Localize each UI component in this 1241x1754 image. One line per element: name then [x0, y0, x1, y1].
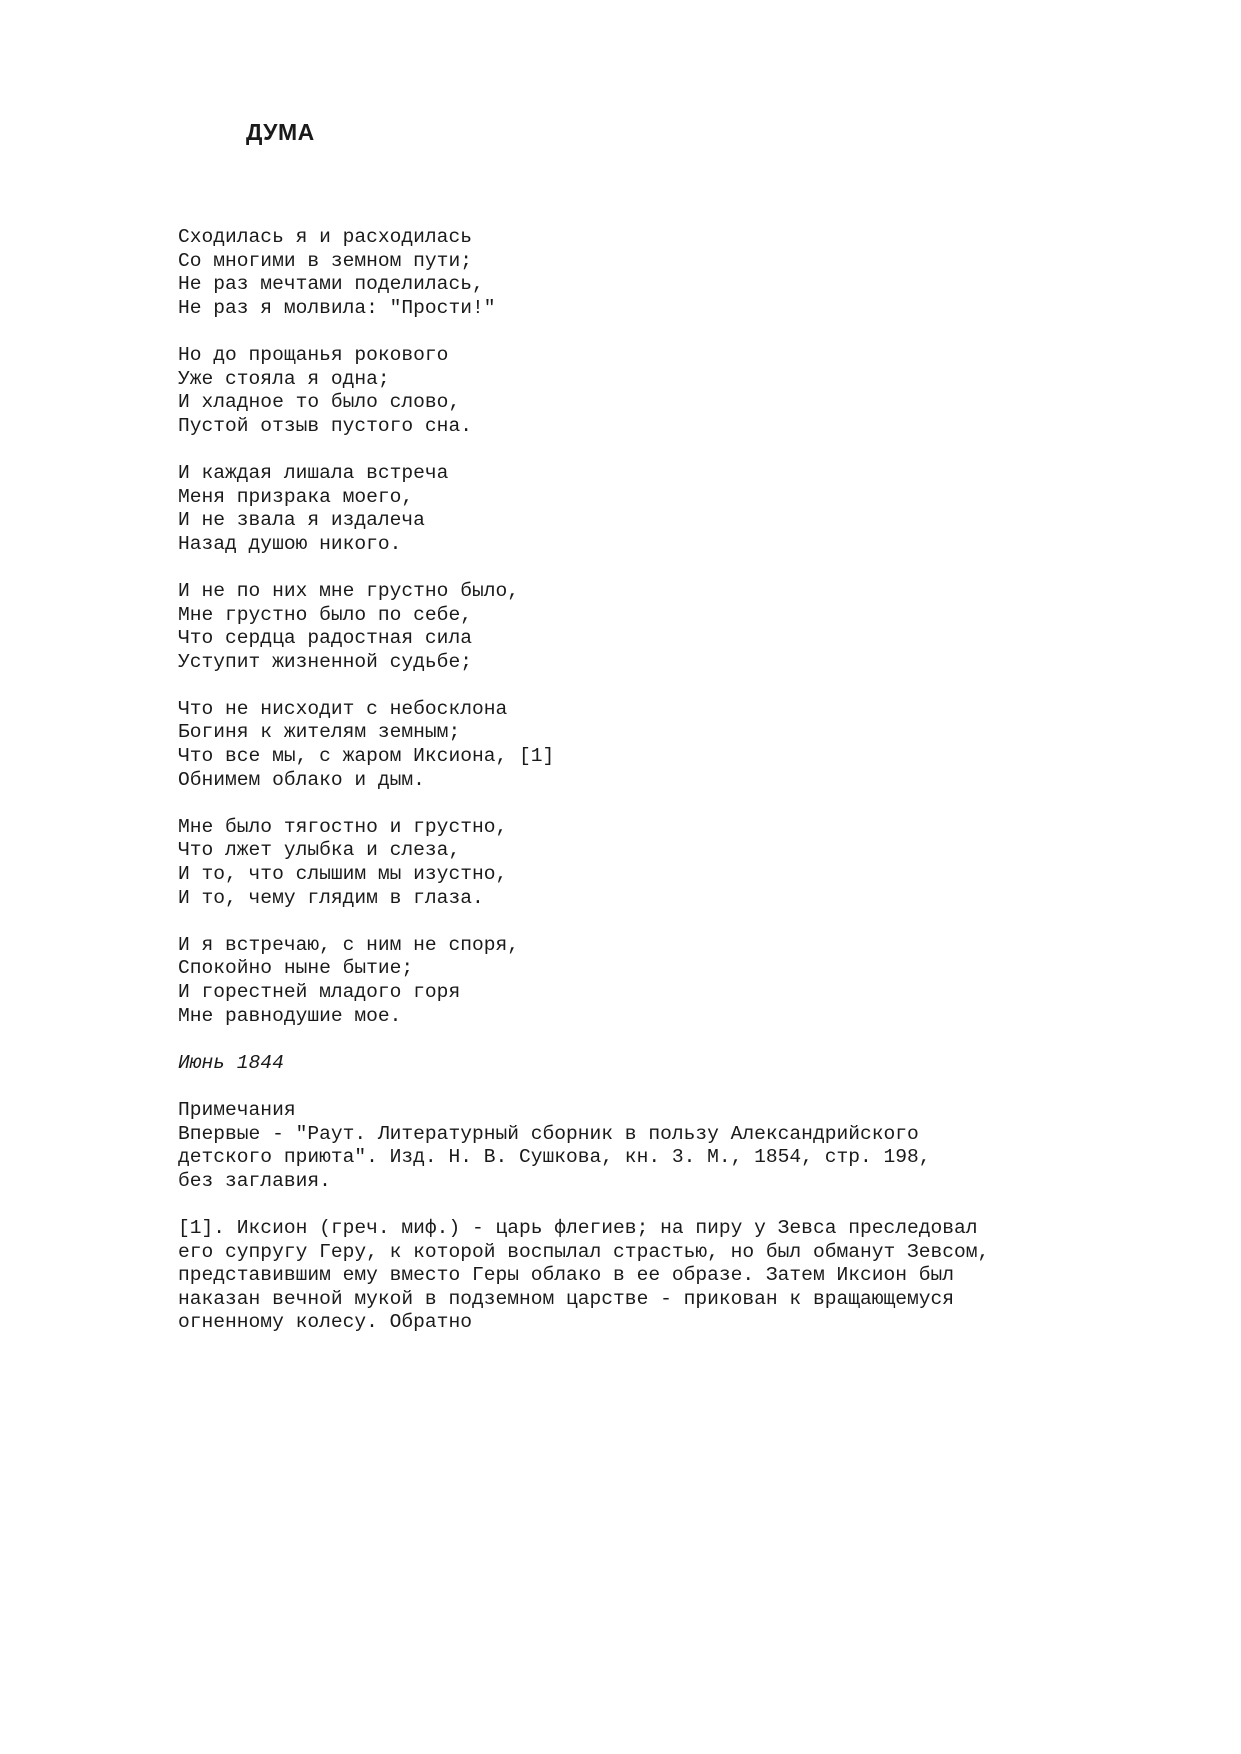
poem-line: И то, чему глядим в глаза.	[178, 886, 484, 909]
poem-line: Уже стояла я одна;	[178, 367, 390, 390]
poem-line: Спокойно ныне бытие;	[178, 957, 414, 980]
poem-line: Что лжет улыбка и слеза,	[178, 839, 461, 862]
footnote-line: представившим ему вместо Геры облако в ее образе. Затем Иксион был	[178, 1264, 955, 1287]
footnote-line: [1]. Иксион (греч. миф.) - царь флегиев; на пиру у Зевса преследовал	[178, 1216, 978, 1239]
poem-line: Назад душою никого.	[178, 532, 402, 555]
poem-line: Пустой отзыв пустого сна.	[178, 414, 472, 437]
stanza-1	[178, 226, 1178, 320]
poem-line: Обнимем облако и дым.	[178, 768, 425, 791]
poem-line: И не звала я издалеча	[178, 509, 425, 532]
poem-line: И не по них мне грустно было,	[178, 579, 519, 602]
poem-line: Не раз я молвила: "Прости!"	[178, 296, 496, 319]
poem-line: Мне грустно было по себе,	[178, 603, 472, 626]
footnote-1	[178, 1217, 1178, 1335]
poem-line: Что сердца радостная сила	[178, 627, 472, 650]
source-note-line: Впервые - "Раут. Литературный сборник в пользу Александрийского	[178, 1122, 919, 1145]
poem-line: Не раз мечтами поделилась,	[178, 273, 484, 296]
footnote-line: огненному колесу. Обратно	[178, 1311, 472, 1334]
footnote-line: его супругу Геру, к которой воспылал страстью, но был обманут Зевсом,	[178, 1240, 990, 1263]
poem-line: Мне было тягостно и грустно,	[178, 815, 508, 838]
poem-line: И я встречаю, с ним не споря,	[178, 933, 519, 956]
poem-line: Уступит жизненной судьбе;	[178, 650, 472, 673]
notes-heading: Примечания	[178, 1098, 296, 1121]
document-body	[178, 226, 1178, 1359]
poem-line: Со многими в земном пути;	[178, 249, 472, 272]
poem-line: И хладное то было слово,	[178, 391, 461, 414]
poem-line: И горестней младого горя	[178, 981, 461, 1003]
source-note-line: детского приюта". Изд. Н. В. Сушкова, кн. 3. М., 1854, стр. 198,	[178, 1146, 931, 1169]
stanza-2	[178, 344, 1178, 438]
poem-line-with-footnote-ref: Что все мы, с жаром Иксиона, [1]	[178, 745, 555, 768]
stanza-7	[178, 934, 1178, 1028]
source-note-line: без заглавия.	[178, 1169, 331, 1192]
poem-title: ДУМА	[246, 119, 315, 145]
footnote-line: наказан вечной мукой в подземном царстве - прикован к вращающемуся	[178, 1287, 955, 1310]
poem-line: Богиня к жителям земным;	[178, 721, 461, 744]
poem-line: И то, что слышим мы изустно,	[178, 863, 508, 886]
poem-line: Но до прощанья рокового	[178, 343, 449, 366]
poem-line: Сходилась я и расходилась	[178, 226, 472, 248]
notes-section	[178, 1099, 1178, 1193]
stanza-5	[178, 698, 1178, 792]
poem-line: Меня призрака моего,	[178, 485, 414, 508]
poem-date: Июнь 1844	[178, 1051, 284, 1074]
poem-line: Мне равнодушие мое.	[178, 1004, 402, 1027]
poem-line: И каждая лишала встреча	[178, 461, 449, 484]
stanza-4	[178, 580, 1178, 674]
stanza-3	[178, 462, 1178, 556]
stanza-6	[178, 816, 1178, 910]
poem-line: Что не нисходит с небосклона	[178, 697, 508, 720]
